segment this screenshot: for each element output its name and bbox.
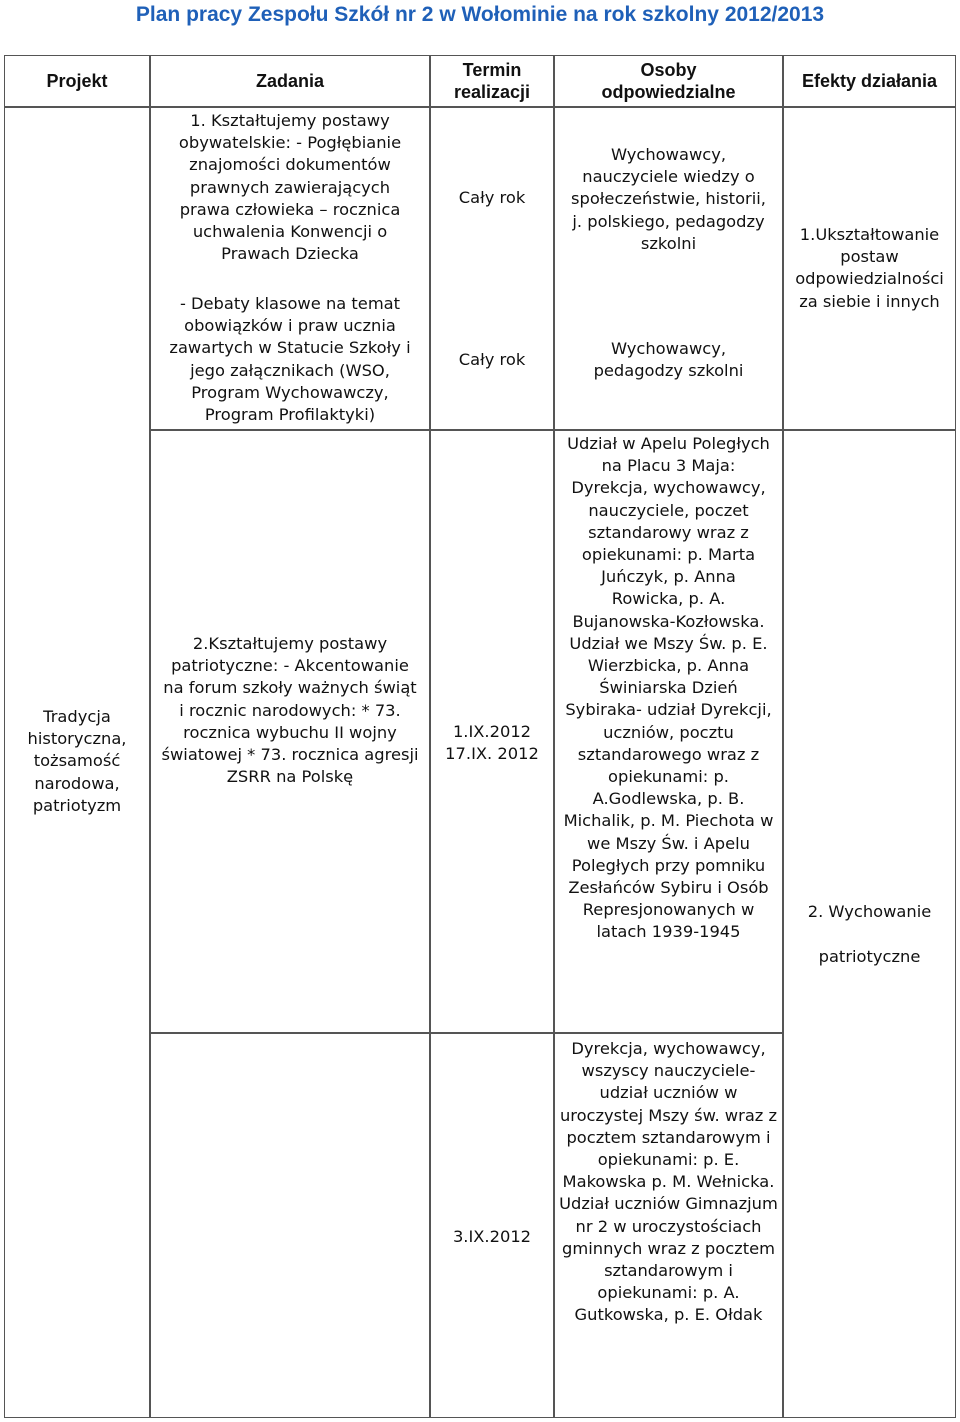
- header-projekt: Projekt: [46, 71, 108, 91]
- page-title: Plan pracy Zespołu Szkół nr 2 w Wołominie na rok szkolny 2012/2013: [135, 3, 825, 26]
- persons-3: Udział w Apelu Poległych na Placu 3 Maja: Dyrekcja, wychowawcy, nauczyciele, poczet sztandarowy wraz z opiekunami: p. Marta Juńczyk, p. Anna Rowicka, p. A. Bujanowska-Kozłowska. Udział we Mszy Św. p. E. Wierzbicka, p. Anna Świniarska Dzień Sybiraka- udział Dyrekcji, uczniów, pocztu sztandarowego wraz z opiekunami: p. A.Godlewska, p. B. Michalik, p. M. Piechota w we Mszy Św. i Apelu Poległych przy pomniku Zesłańców Sybiru i Osób Represjonowanych w latach 1939-1945: [563, 434, 774, 942]
- task-1-civic: 1. Kształtujemy postawy obywatelskie: - Pogłębianie znajomości dokumentów prawnych zawierających prawa człowieka – rocznica uchwalenia Konwencji o Prawach Dziecka: [178, 111, 402, 264]
- persons-1: Wychowawcy, nauczyciele wiedzy o społeczeństwie, historii, j. polskiego, pedagodzy szkolni: [571, 145, 766, 253]
- effect-2a: 2. Wychowanie: [807, 902, 932, 921]
- header-osoby: Osoby odpowiedzialne: [601, 60, 736, 102]
- project-text: Tradycja historyczna, tożsamość narodowa, patriotyzm: [27, 707, 127, 815]
- term-1: Cały rok: [458, 188, 526, 207]
- tasks-block-3: [150, 1033, 430, 1418]
- header-efekty: Efekty działania: [801, 71, 938, 91]
- term-4: 3.IX.2012: [452, 1227, 532, 1246]
- task-1-debates: - Debaty klasowe na temat obowiązków i praw ucznia zawartych w Statucie Szkoły i jego załącznikach (WSO, Program Wychowawczy, Program Profilaktyki): [169, 294, 411, 425]
- header-termin: Termin realizacji: [453, 60, 531, 102]
- persons-2: Wychowawcy, pedagodzy szkolni: [593, 339, 744, 381]
- term-2: Cały rok: [458, 350, 526, 369]
- header-zadania: Zadania: [255, 71, 325, 91]
- effects-block-2: [783, 430, 956, 1418]
- effect-1: 1.Ukształtowanie postaw odpowiedzialności za siebie i innych: [795, 225, 944, 311]
- term-3a: 1.IX.2012: [452, 722, 532, 741]
- terms-block-1: [430, 107, 554, 430]
- persons-4: Dyrekcja, wychowawcy, wszyscy nauczyciele- udział uczniów w uroczystej Mszy św. wraz z pocztem sztandarowym i opiekunami: p. E. Makowska p. M. Wełnicka. Udział uczniów Gimnazjum nr 2 w uroczystościach gminnych wraz z pocztem sztandarowym i opiekunami: p. A. Gutkowska, p. E. Ołdak: [559, 1039, 778, 1325]
- term-3b: 17.IX. 2012: [445, 744, 539, 763]
- effect-2b: patriotyczne: [818, 947, 921, 966]
- task-2-patriotic: 2.Kształtujemy postawy patriotyczne: - Akcentowanie na forum szkoły ważnych świąt i rocznic narodowych: * 73. rocznica wybuchu II wojny światowej * 73. rocznica agresji ZSRR na Polskę: [161, 634, 419, 787]
